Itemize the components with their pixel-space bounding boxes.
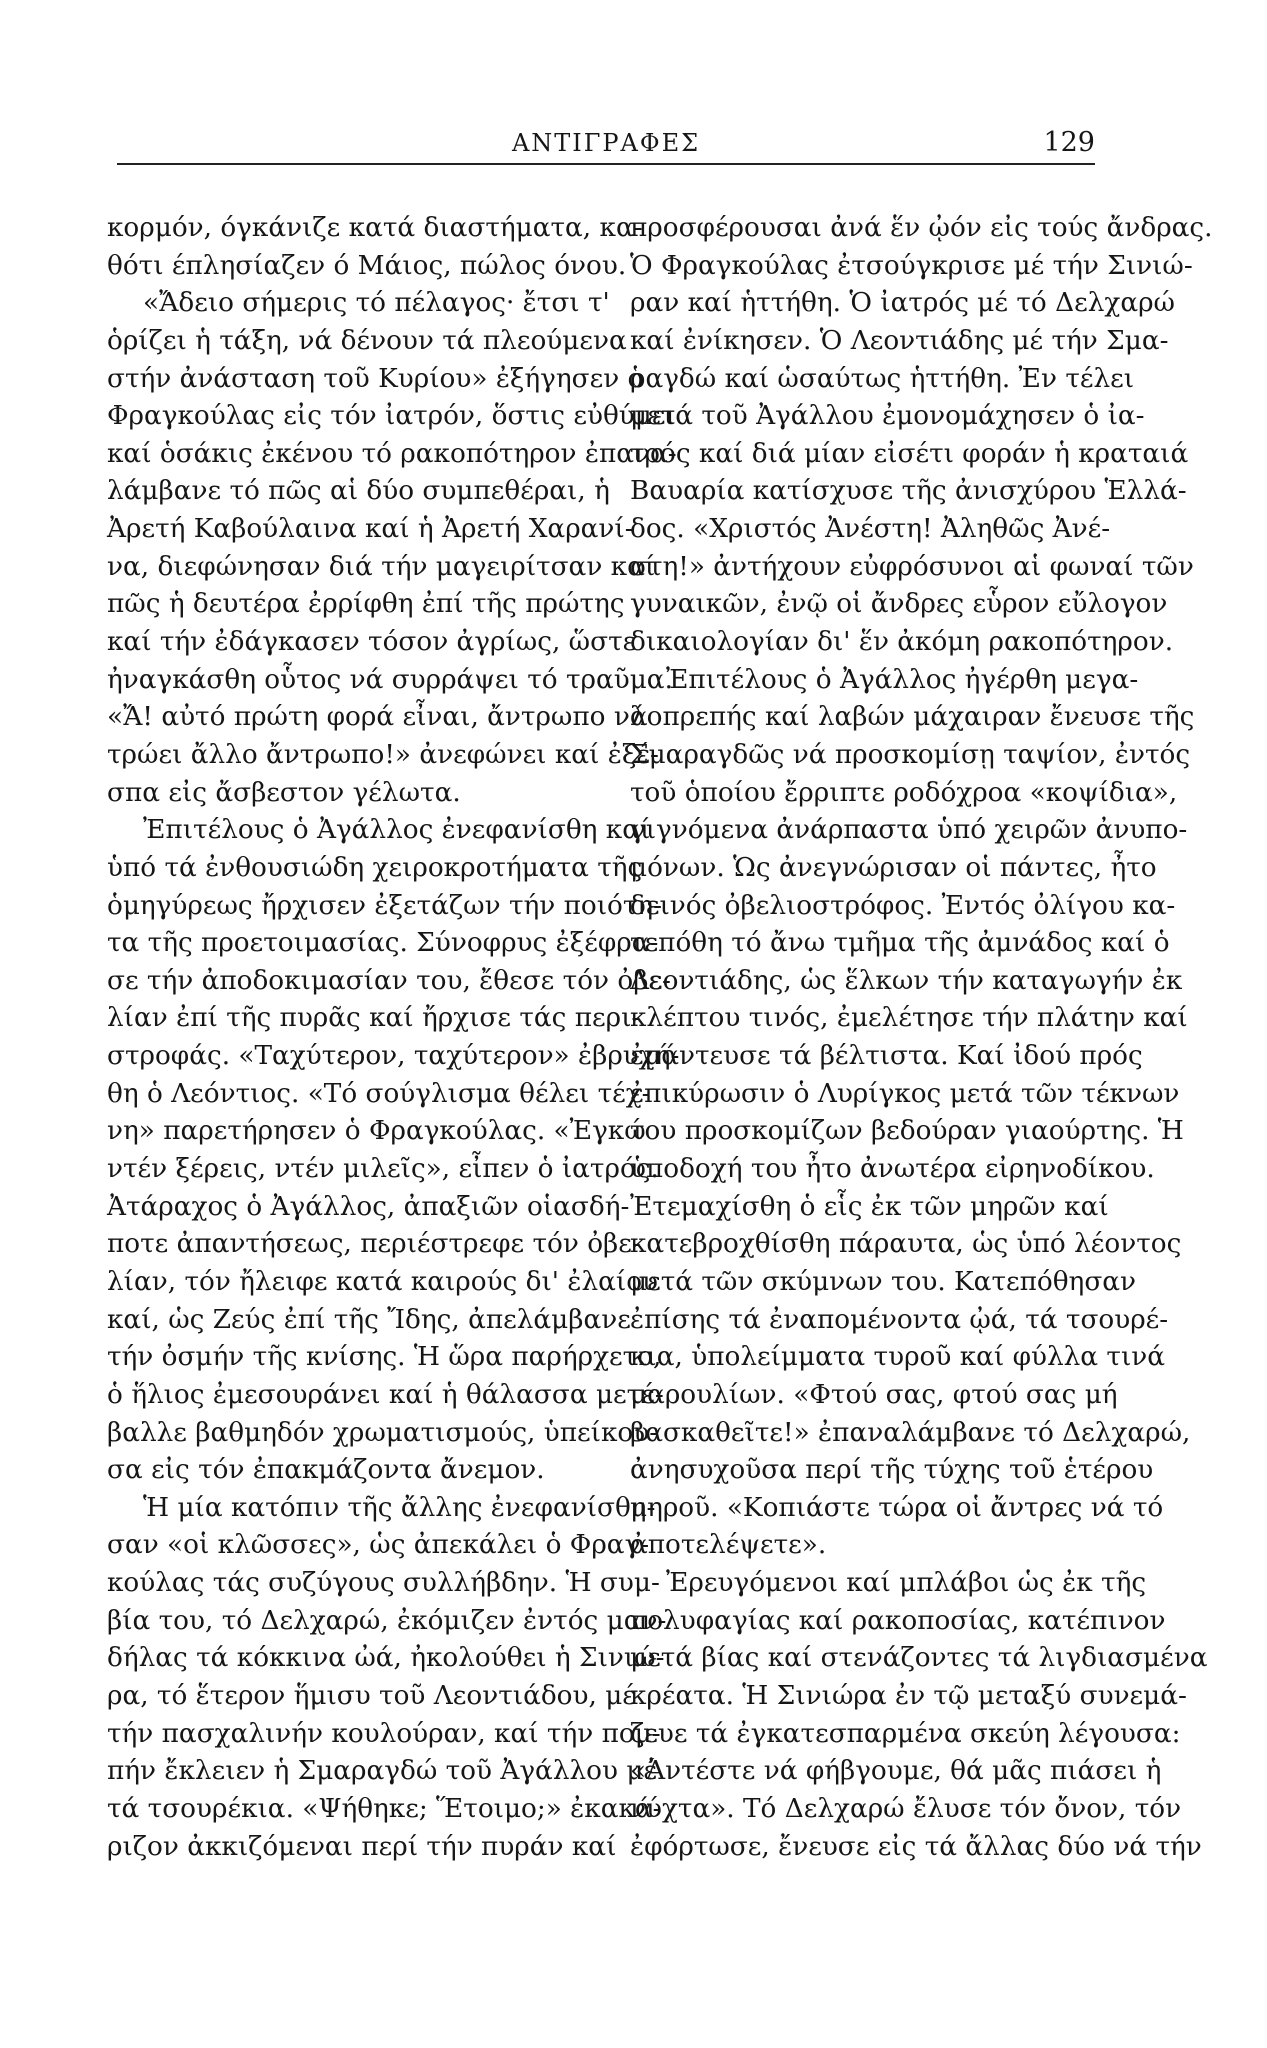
text-line: θότι έπλησίαζεν ό Μάιος, πώλος όνου. — [107, 250, 627, 281]
right-text-column — [630, 210, 1213, 1866]
text-line: ὑπό τά ἐνθουσιώδη χειροκροτήματα τῆς — [107, 852, 643, 883]
text-line: δήλας τά κόκκινα ὠά, ἠκολούθει ἡ Σινιώ- — [107, 1643, 665, 1674]
text-line: στη!» ἀντήχουν εὐφρόσυνοι αἱ φωναί τῶν — [630, 551, 1194, 582]
text-line: γυναικῶν, ἐνῷ οἱ ἄνδρες εὗρον εὔλογον — [630, 589, 1168, 620]
text-line: μετά τοῦ Ἀγάλλου ἐμονομάχησεν ὁ ἰα- — [630, 401, 1145, 432]
text-line: Σμαραγδῶς νά προσκομίσῃ ταψίον, ἐντός — [630, 739, 1191, 770]
text-line: πήν ἔκλειεν ἡ Σμαραγδώ τοῦ Ἀγάλλου μέ — [107, 1756, 658, 1787]
text-line: κλέπτου τινός, ἐμελέτησε τήν πλάτην καί — [630, 1003, 1188, 1034]
header-rule — [117, 163, 1095, 165]
text-line: τήν ὀσμήν τῆς κνίσης. Ἡ ὥρα παρήρχετο, — [107, 1342, 662, 1373]
text-line: Ἐπιτέλους ὁ Ἀγάλλος ἠγέρθη μεγα- — [666, 664, 1139, 695]
text-line: πολυφαγίας καί ρακοποσίας, κατέπινον — [630, 1605, 1166, 1636]
running-header — [117, 128, 1095, 168]
text-line: Ἐτεμαχίσθη ὁ εἷς ἐκ τῶν μηρῶν καί — [630, 1191, 1109, 1222]
text-line: σαν «οἱ κλῶσσες», ὡς ἀπεκάλει ὁ Φραγ- — [107, 1530, 650, 1561]
text-line: μετά βίας καί στενάζοντες τά λιγδιασμένα — [630, 1643, 1208, 1674]
text-line: νη» παρετήρησεν ὁ Φραγκούλας. «Ἐγκώ — [107, 1116, 646, 1147]
text-line: τήν πασχαλινήν κουλούραν, καί τήν πομ- — [107, 1718, 661, 1749]
text-line: κατεβροχθίσθη πάραυτα, ὡς ὑπό λέοντος — [630, 1229, 1182, 1260]
text-line: ποτε ἀπαντήσεως, περιέστρεφε τόν ὀβε- — [107, 1229, 641, 1260]
text-line: μαρουλίων. «Φτού σας, φτού σας μή — [630, 1379, 1118, 1410]
text-line: «Ἄδειο σήμερις τό πέλαγος· ἔτσι τ' — [143, 288, 610, 319]
text-line: ζευε τά ἐγκατεσπαρμένα σκεύη λέγουσα: — [630, 1718, 1181, 1749]
text-line: ἐμάντευσε τά βέλτιστα. Καί ἰδού πρός — [630, 1041, 1143, 1072]
text-line: λοπρεπής καί λαβών μάχαιραν ἔνευσε τῆς — [630, 702, 1195, 733]
text-line: Φραγκούλας εἰς τόν ἰατρόν, ὅστις εὐθύμει — [107, 401, 676, 432]
text-line: ὁμηγύρεως ἤρχισεν ἐξετάζων τήν ποιότη- — [107, 890, 663, 921]
text-line: καί ἐνίκησεν. Ὁ Λεοντιάδης μέ τήν Σμα- — [630, 325, 1169, 356]
text-line: δικαιολογίαν δι' ἕν ἀκόμη ρακοπότηρον. — [630, 627, 1174, 658]
text-line: τρώει ἄλλο ἄντρωπο!» ἀνεφώνει καί ἐξέ- — [107, 739, 659, 770]
text-line: ἀνησυχοῦσα περί τῆς τύχης τοῦ ἑτέρου — [630, 1455, 1154, 1486]
text-line: ἐπικύρωσιν ὁ Λυρίγκος μετά τῶν τέκνων — [630, 1078, 1180, 1109]
text-line: μόνων. Ὡς ἀνεγνώρισαν οἱ πάντες, ἦτο — [630, 852, 1157, 883]
text-line: νύχτα». Τό Δελχαρώ ἔλυσε τόν ὄνον, τόν — [630, 1793, 1182, 1824]
left-text-column — [107, 210, 680, 1866]
text-line: ἠναγκάσθη οὗτος νά συρράψει τό τραῦμα. — [107, 664, 673, 695]
text-line: Λεοντιάδης, ὡς ἕλκων τήν καταγωγήν ἐκ — [630, 965, 1183, 996]
text-line: προσφέρουσαι ἀνά ἕν ᾠόν εἰς τούς ἄνδρας. — [630, 213, 1213, 243]
text-line: ὁ ἥλιος ἐμεσουράνει καί ἡ θάλασσα μετέ- — [107, 1379, 664, 1410]
text-line: κούλας τάς συζύγους συλλήβδην. Ἡ συμ- — [107, 1568, 660, 1599]
text-line: δος. «Χριστός Ἀνέστη! Ἀληθῶς Ἀνέ- — [630, 514, 1111, 545]
text-line: δεινός ὀβελιοστρόφος. Ἐντός ὀλίγου κα- — [630, 890, 1176, 921]
text-line: βασκαθεῖτε!» ἐπαναλάμβανε τό Δελχαρώ, — [630, 1417, 1191, 1448]
text-line: στήν ἀνάσταση τοῦ Κυρίου» ἐξήγησεν ὁ — [107, 363, 644, 394]
text-line: «Ἀντέστε νά φήβγουμε, θά μᾶς πιάσει ἡ — [630, 1756, 1162, 1787]
text-line: ρα, τό ἕτερον ἥμισυ τοῦ Λεοντιάδου, μέ — [107, 1680, 636, 1711]
text-line: τά τσουρέκια. «Ψήθηκε; Ἕτοιμο;» ἐκακά- — [107, 1793, 662, 1824]
text-line: Ἡ μία κατόπιν τῆς ἄλλης ἐνεφανίσθη- — [143, 1492, 656, 1523]
text-line: του προσκομίζων βεδούραν γιαούρτης. Ἡ — [630, 1116, 1184, 1147]
text-line: μηροῦ. «Κοπιάστε τώρα οἱ ἄντρες νά τό — [630, 1492, 1164, 1523]
text-line: Ἀρετή Καβούλαινα καί ἡ Ἀρετή Χαρανί- — [107, 514, 634, 545]
text-line: λίαν ἐπί τῆς πυρᾶς καί ἤρχισε τάς περι- — [107, 1003, 641, 1034]
text-line: ραγδώ καί ὡσαύτως ἡττήθη. Ἐν τέλει — [630, 363, 1135, 394]
text-line: γιγνόμενα ἀνάρπαστα ὑπό χειρῶν ἀνυπο- — [630, 815, 1188, 846]
text-line: Ὁ Φραγκούλας ἐτσούγκρισε μέ τήν Σινιώ- — [630, 250, 1193, 281]
text-line: Ἀτάραχος ὁ Ἀγάλλος, ἀπαξιῶν οἱασδή- — [107, 1191, 630, 1222]
text-line: βαλλε βαθμηδόν χρωματισμούς, ὑπείκου- — [107, 1417, 659, 1448]
text-line: καί τήν ἐδάγκασεν τόσον ἀγρίως, ὥστε — [107, 627, 637, 658]
text-line: καί, ὡς Ζεύς ἐπί τῆς Ἴδης, ἀπελάμβανε — [107, 1304, 631, 1335]
text-line: κια, ὑπολείμματα τυροῦ καί φύλλα τινά — [630, 1342, 1166, 1373]
text-line: ντέν ξέρεις, ντέν μιλεῖς», εἶπεν ὁ ἰατρός. — [107, 1154, 659, 1185]
text-line: «Ἄ! αὐτό πρώτη φορά εἶναι, ἄντρωπο νά — [107, 702, 648, 733]
text-line: τεπόθη τό ἄνω τμῆμα τῆς ἀμνάδος καί ὁ — [630, 928, 1170, 959]
page-number: 129 — [1043, 127, 1095, 158]
text-line: Ἐρευγόμενοι καί μπλάβοι ὡς ἐκ τῆς — [666, 1568, 1147, 1599]
text-line: τρός καί διά μίαν εἰσέτι φοράν ἡ κραταιά — [630, 438, 1189, 469]
text-line: ὁρίζει ἡ τάξη, νά δένουν τά πλεούμενα — [107, 325, 627, 356]
text-line: κορμόν, όγκάνιζε κατά διαστήματα, κα- — [107, 213, 643, 243]
text-line: πῶς ἡ δευτέρα ἐρρίφθη ἐπί τῆς πρώτης — [107, 589, 625, 620]
text-line: ὑποδοχή του ἦτο ἀνωτέρα εἰρηνοδίκου. — [630, 1154, 1155, 1185]
text-line: βία του, τό Δελχαρώ, ἐκόμιζεν ἐντός μαν- — [107, 1605, 667, 1636]
running-title: ΑΝΤΙΓΡΑΦΕΣ — [511, 129, 701, 157]
text-line: καί ὁσάκις ἐκένου τό ρακοπότηρον ἐπανα- — [107, 438, 677, 469]
text-line: λάμβανε τό πῶς αἱ δύο συμπεθέραι, ἡ — [107, 476, 610, 507]
text-line: μετά τῶν σκύμνων του. Κατεπόθησαν — [630, 1266, 1137, 1297]
text-line: στροφάς. «Ταχύτερον, ταχύτερον» ἐβρυχή- — [107, 1041, 680, 1072]
text-line: να, διεφώνησαν διά τήν μαγειρίτσαν καί — [107, 551, 656, 582]
text-line: σα εἰς τόν ἐπακμάζοντα ἄνεμον. — [107, 1455, 545, 1486]
text-line: ἐφόρτωσε, ἔνευσε εἰς τά ἄλλας δύο νά τήν — [630, 1831, 1202, 1862]
text-line: λίαν, τόν ἤλειφε κατά καιρούς δι' ἐλαίου — [107, 1266, 659, 1297]
text-line: τοῦ ὁποίου ἔρριπτε ροδόχροα «κοψίδια», — [630, 777, 1178, 808]
text-line: τα τῆς προετοιμασίας. Σύνοφρυς ἐξέφρα- — [107, 928, 659, 959]
text-line: σπα εἰς ἄσβεστον γέλωτα. — [107, 777, 461, 808]
text-line: σε τήν ἀποδοκιμασίαν του, ἔθεσε τόν ὀβε- — [107, 965, 671, 996]
text-line: ἐπίσης τά ἐναπομένοντα ᾠά, τά τσουρέ- — [630, 1304, 1169, 1335]
text-line: ραν καί ἡττήθη. Ὁ ἰατρός μέ τό Δελχαρώ — [630, 288, 1175, 319]
text-line: ἀποτελέψετε». — [630, 1530, 827, 1561]
text-line: ριζον ἀκκιζόμεναι περί τήν πυράν καί — [107, 1831, 617, 1862]
text-line: Ἐπιτέλους ὁ Ἀγάλλος ἐνεφανίσθη καί — [143, 815, 651, 846]
text-line: Βαυαρία κατίσχυσε τῆς ἀνισχύρου Ἑλλά- — [630, 476, 1187, 507]
text-line: κρέατα. Ἡ Σινιώρα ἐν τῷ μεταξύ συνεμά- — [630, 1680, 1187, 1711]
text-line: θη ὁ Λεόντιος. «Τό σούγλισμα θέλει τέχ- — [107, 1078, 651, 1109]
